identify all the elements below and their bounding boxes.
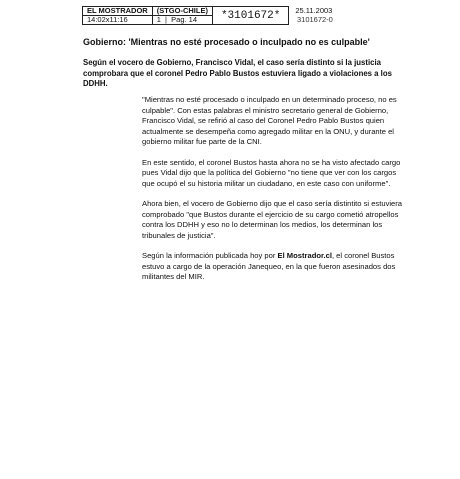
ref-code: 3101672-0 [296,15,333,24]
clipping-header [82,6,337,25]
page-number: 1 [156,15,161,24]
source-name: EL MOSTRADOR [83,7,153,16]
clip-date: 25.11.2003 [295,6,333,15]
page-info: 1 | Pag. 14 [152,16,212,25]
paragraph-4 [142,251,404,283]
source-location: (STGO-CHILE) [152,7,212,16]
paragraph-4-before: Según la información publicada hoy por [142,251,278,260]
paragraph-1: "Mientras no esté procesado o inculpado en un determinado proceso, no es culpable". Con estas palabras el ministro secretario general de Gobierno, Francisco Vidal, se refirió al caso del Coronel Pedro Pablo Bustos quien actualmente se desempeña como agregado militar en la ONU, y durante el gobierno militar fue parte de la CNI. [142,95,397,146]
clip-time: 14:02x11:16 [83,16,153,25]
paragraph-4-after: , el coronel Bustos estuvo a cargo de la operación Janequeo, en la que fueron asesinados dos militantes del MIR. [142,251,396,281]
paragraph-3: Ahora bien, el vocero de Gobierno dijo que el caso sería distintito si estuviera comprobado "que Bustos durante el ejercicio de su cargo cometió atropellos contra los DDHH y eso no lo determinan los medios, los determinan los tribunales de justicia". [142,199,403,240]
article-headline: Gobierno: 'Mientras no esté procesado o inculpado no es culpable' [83,37,370,47]
article-lead: Según el vocero de Gobierno, Francisco Vidal, el caso sería distinto si la justicia comprobara que el coronel Pedro Pablo Bustos estuviera ligado a violaciones a los DDHH. [83,58,392,88]
page-label: Pag. 14 [171,15,198,24]
source-link-text: El Mostrador.cl [277,251,332,260]
article-body [142,95,404,293]
clip-id: *3101672* [212,7,288,25]
paragraph-2: En este sentido, el coronel Bustos hasta ahora no se ha visto afectado cargo pues Vidal dijo que la política del Gobierno "no tiene que ver con los cargos que ocupó el su historia militar un ciudadano, en este caso con uniforme". [142,157,401,188]
